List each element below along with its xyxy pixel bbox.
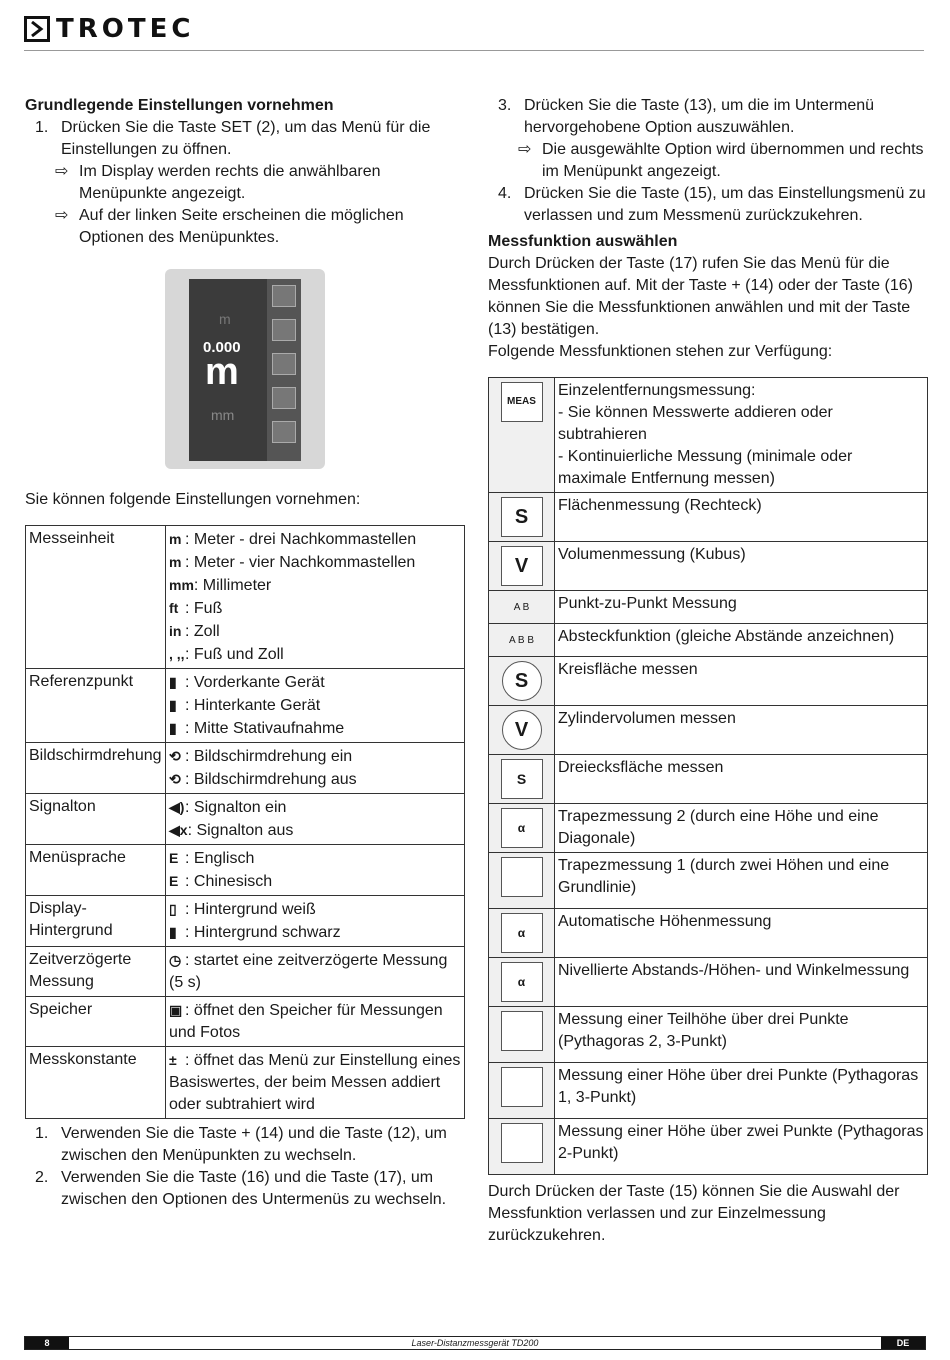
- step-text: Drücken Sie die Taste (15), um das Einstellungsmenü zu verlassen und zum Messmenü zurückzukehren.: [524, 185, 926, 224]
- arrow-right-icon: ⇨: [55, 207, 69, 224]
- table-row: [26, 669, 465, 743]
- rotate-icon: [272, 319, 296, 341]
- option-text: : Fuß und Zoll: [185, 646, 284, 663]
- meas-icon: [489, 378, 555, 493]
- unit-ft-icon: ft: [169, 600, 179, 616]
- step-number: 1.: [35, 119, 49, 136]
- auto-height-icon: [489, 909, 555, 958]
- result-1: [25, 161, 465, 205]
- pythagoras-2pt-icon: [489, 1119, 555, 1175]
- setting-name: Messeinheit: [26, 526, 166, 669]
- left-column: [25, 95, 465, 1211]
- setting-name: Bildschirmdrehung: [26, 743, 166, 794]
- function-text: Zylindervolumen messen: [555, 706, 928, 755]
- table-row: [489, 378, 928, 493]
- table-row: [26, 743, 465, 794]
- triangle-area-icon: [489, 755, 555, 804]
- step-number: 4.: [498, 185, 512, 202]
- result-text: Im Display werden rechts die anwählbaren Menüpunkte angezeigt.: [79, 163, 381, 202]
- trapezoid-1-icon: [489, 853, 555, 909]
- table-row: [26, 1047, 465, 1119]
- table-row: [489, 624, 928, 657]
- icon-label: [501, 1011, 543, 1051]
- option-text: : Mitte Stativaufnahme: [185, 720, 345, 737]
- speaker-off-icon: ◀x: [169, 822, 188, 838]
- result-text: Die ausgewählte Option wird übernommen und rechts im Menüpunkt angezeigt.: [542, 141, 924, 180]
- option-text: : öffnet den Speicher für Messungen und Fotos: [169, 1002, 443, 1041]
- trotec-logo: [24, 14, 924, 44]
- table-row: [489, 1063, 928, 1119]
- screen-value: 0.000: [203, 339, 241, 356]
- usage-step-1: [25, 1123, 465, 1167]
- table-row: [489, 1119, 928, 1175]
- option-text: : Hintergrund weiß: [185, 901, 316, 918]
- reference-icon: [272, 421, 296, 443]
- option-text: : Bildschirmdrehung aus: [185, 771, 357, 788]
- table-row: [489, 493, 928, 542]
- icon-label: S: [502, 661, 542, 701]
- function-text: Kreisfläche messen: [555, 657, 928, 706]
- unit-mm-icon: mm: [169, 577, 194, 593]
- function-text: Messung einer Teilhöhe über drei Punkte (Pythagoras 2, 3-Punkt): [555, 1007, 928, 1063]
- table-row: [26, 947, 465, 997]
- cylinder-volume-icon: [489, 706, 555, 755]
- screen-unit-big: m: [205, 351, 239, 393]
- step-text: Verwenden Sie die Taste + (14) und die Taste (12), um zwischen den Menüpunkten zu wechseln.: [61, 1125, 447, 1164]
- arrow-right-icon: ⇨: [518, 141, 532, 158]
- function-text: Trapezmessung 1 (durch zwei Höhen und eine Grundlinie): [555, 853, 928, 909]
- setting-options: [166, 669, 465, 743]
- table-row: [489, 909, 928, 958]
- icon-label: S: [501, 759, 543, 799]
- function-text: Flächenmessung (Rechteck): [555, 493, 928, 542]
- pythagoras-1-3pt-icon: [489, 1063, 555, 1119]
- icon-label: [501, 1123, 543, 1163]
- language-icon: [272, 285, 296, 307]
- option-text: : Fuß: [185, 600, 223, 617]
- table-row: [26, 997, 465, 1047]
- function-text: Automatische Höhenmessung: [555, 909, 928, 958]
- icon-label: α: [501, 913, 543, 953]
- function-text: Messung einer Höhe über zwei Punkte (Pythagoras 2-Punkt): [555, 1119, 928, 1175]
- lang-cn-icon: E: [169, 873, 179, 889]
- option-text: : Vorderkante Gerät: [185, 674, 325, 691]
- setting-name: Display-Hintergrund: [26, 896, 166, 947]
- option-text: : Millimeter: [193, 577, 272, 594]
- option-text: : startet eine zeitverzögerte Messung (5 s): [169, 952, 448, 991]
- brand-name: TROTEC: [56, 14, 195, 44]
- footer-title: Laser-Distanzmessgerät TD200: [411, 1338, 539, 1348]
- option-text: : Chinesisch: [185, 873, 273, 890]
- function-text: Volumenmessung (Kubus): [555, 542, 928, 591]
- icon-label: [501, 1067, 543, 1107]
- table-row: [489, 706, 928, 755]
- setting-name: Referenzpunkt: [26, 669, 166, 743]
- settings-intro: Sie können folgende Einstellungen vornehmen:: [25, 491, 361, 508]
- rotate-off-icon: ⟲: [169, 771, 181, 787]
- icon-label: α: [501, 962, 543, 1002]
- setting-options: [166, 947, 465, 997]
- icon-label: α: [501, 808, 543, 848]
- setting-options: [166, 743, 465, 794]
- language-code: DE: [881, 1337, 925, 1349]
- result-text: Auf der linken Seite erscheinen die möglichen Optionen des Menüpunktes.: [79, 207, 404, 246]
- icon-label: A B: [513, 602, 530, 613]
- function-text: Einzelentfernungsmessung: - Sie können Messwerte addieren oder subtrahieren - Kontinuierliche Messung (minimale oder maximale Entfernung messen): [555, 378, 928, 493]
- device-screen: [189, 279, 301, 461]
- unit-m3-icon: m: [169, 531, 182, 547]
- setting-name: Menüsprache: [26, 845, 166, 896]
- step-text: Drücken Sie die Taste SET (2), um das Menü für die Einstellungen zu öffnen.: [61, 119, 431, 158]
- stakeout-icon: [489, 624, 555, 657]
- unit-icon: [272, 353, 296, 375]
- unit-ftin-icon: , ,,: [169, 646, 185, 662]
- option-text: : Meter - drei Nachkommastellen: [185, 531, 417, 548]
- setting-name: Signalton: [26, 794, 166, 845]
- table-row: [489, 542, 928, 591]
- step-3: [488, 95, 928, 139]
- table-row: [26, 794, 465, 845]
- section-heading-settings: Grundlegende Einstellungen vornehmen: [25, 97, 334, 114]
- area-icon: [489, 493, 555, 542]
- option-text: : Meter - vier Nachkommastellen: [185, 554, 416, 571]
- settings-table: [25, 525, 465, 1119]
- lang-en-icon: E: [169, 850, 179, 866]
- option-text: : Englisch: [185, 850, 255, 867]
- functions-table: [488, 377, 928, 1175]
- timer-icon: ◷: [169, 952, 182, 968]
- bluetooth-icon: [272, 387, 296, 409]
- chevron-logo-icon: [24, 16, 50, 42]
- constant-icon: ±: [169, 1052, 177, 1068]
- icon-label: V: [501, 546, 543, 586]
- setting-options: [166, 896, 465, 947]
- ref-tripod-icon: ▮: [169, 720, 177, 736]
- unit-m4-icon: m: [169, 554, 182, 570]
- step-4: [488, 183, 928, 227]
- setting-name: Messkonstante: [26, 1047, 166, 1119]
- screen-unit-small: m: [219, 311, 231, 327]
- pythagoras-2-3pt-icon: [489, 1007, 555, 1063]
- circle-area-icon: [489, 657, 555, 706]
- function-text: Trapezmessung 2 (durch eine Höhe und eine Diagonale): [555, 804, 928, 853]
- option-text: : öffnet das Menü zur Einstellung eines Basiswertes, der beim Messen addiert oder subtrahiert wird: [169, 1052, 461, 1113]
- setting-options: [166, 526, 465, 669]
- screen-unit-mm: mm: [211, 407, 235, 423]
- volume-icon: [489, 542, 555, 591]
- icon-label: MEAS: [501, 382, 543, 422]
- result-3: [488, 139, 928, 183]
- icon-label: S: [501, 497, 543, 537]
- usage-step-2: [25, 1167, 465, 1211]
- function-text: Nivellierte Abstands-/Höhen- und Winkelmessung: [555, 958, 928, 1007]
- ref-front-icon: ▮: [169, 674, 177, 690]
- table-row: [489, 657, 928, 706]
- section-heading-functions: Messfunktion auswählen: [488, 233, 678, 250]
- step-number: 1.: [35, 1125, 49, 1142]
- arrow-right-icon: ⇨: [55, 163, 69, 180]
- header-divider: [24, 50, 924, 51]
- bg-white-icon: ▯: [169, 901, 177, 917]
- option-text: : Signalton aus: [187, 822, 294, 839]
- page-footer: [24, 1336, 926, 1350]
- setting-options: [166, 1047, 465, 1119]
- trapezoid-2-icon: [489, 804, 555, 853]
- functions-intro-2: Folgende Messfunktionen stehen zur Verfügung:: [488, 343, 833, 360]
- table-row: [489, 1007, 928, 1063]
- option-text: : Bildschirmdrehung ein: [185, 748, 353, 765]
- table-row: [489, 958, 928, 1007]
- function-text: Absteckfunktion (gleiche Abstände anzeichnen): [555, 624, 928, 657]
- rotate-on-icon: ⟲: [169, 748, 181, 764]
- step-number: 3.: [498, 97, 512, 114]
- setting-options: [166, 997, 465, 1047]
- icon-label: V: [502, 710, 542, 750]
- icon-label: A B B: [508, 635, 534, 646]
- right-column: [488, 95, 928, 1247]
- option-text: : Hintergrund schwarz: [185, 924, 341, 941]
- setting-options: [166, 794, 465, 845]
- speaker-on-icon: ◀): [169, 799, 185, 815]
- setting-name: Zeitverzögerte Messung: [26, 947, 166, 997]
- function-text: Dreiecksfläche messen: [555, 755, 928, 804]
- table-row: [26, 896, 465, 947]
- table-row: [26, 845, 465, 896]
- page-header: [24, 14, 924, 54]
- table-row: [489, 804, 928, 853]
- function-text: Punkt-zu-Punkt Messung: [555, 591, 928, 624]
- table-row: [489, 755, 928, 804]
- leveled-measure-icon: [489, 958, 555, 1007]
- step-text: Drücken Sie die Taste (13), um die im Untermenü hervorgehobene Option auszuwählen.: [524, 97, 875, 136]
- result-2: [25, 205, 465, 249]
- step-1: [25, 117, 465, 161]
- step-number: 2.: [35, 1169, 49, 1186]
- table-row: [489, 853, 928, 909]
- functions-intro: Durch Drücken der Taste (17) rufen Sie das Menü für die Messfunktionen auf. Mit der Taste + (14) oder der Taste (16) können Sie die Messfunktionen anwählen und mit der Taste (13) bestätigen.: [488, 255, 913, 338]
- table-row: [489, 591, 928, 624]
- icon-label: [501, 857, 543, 897]
- functions-outro: Durch Drücken der Taste (15) können Sie die Auswahl der Messfunktion verlassen und zur Einzelmessung zurückzukehren.: [488, 1183, 900, 1244]
- table-row: [26, 526, 465, 669]
- memory-icon: ▣: [169, 1002, 183, 1018]
- bg-black-icon: ▮: [169, 924, 177, 940]
- option-text: : Hinterkante Gerät: [185, 697, 321, 714]
- setting-name: Speicher: [26, 997, 166, 1047]
- device-illustration: [165, 269, 325, 469]
- point-to-point-icon: [489, 591, 555, 624]
- setting-options: [166, 845, 465, 896]
- function-text: Messung einer Höhe über drei Punkte (Pythagoras 1, 3-Punkt): [555, 1063, 928, 1119]
- option-text: : Zoll: [185, 623, 220, 640]
- step-text: Verwenden Sie die Taste (16) und die Taste (17), um zwischen den Optionen des Untermenüs zu wechseln.: [61, 1169, 447, 1208]
- menu-icon-strip: [267, 279, 301, 461]
- page-number: 8: [25, 1337, 69, 1349]
- unit-in-icon: in: [169, 623, 182, 639]
- ref-back-icon: ▮: [169, 697, 177, 713]
- option-text: : Signalton ein: [185, 799, 287, 816]
